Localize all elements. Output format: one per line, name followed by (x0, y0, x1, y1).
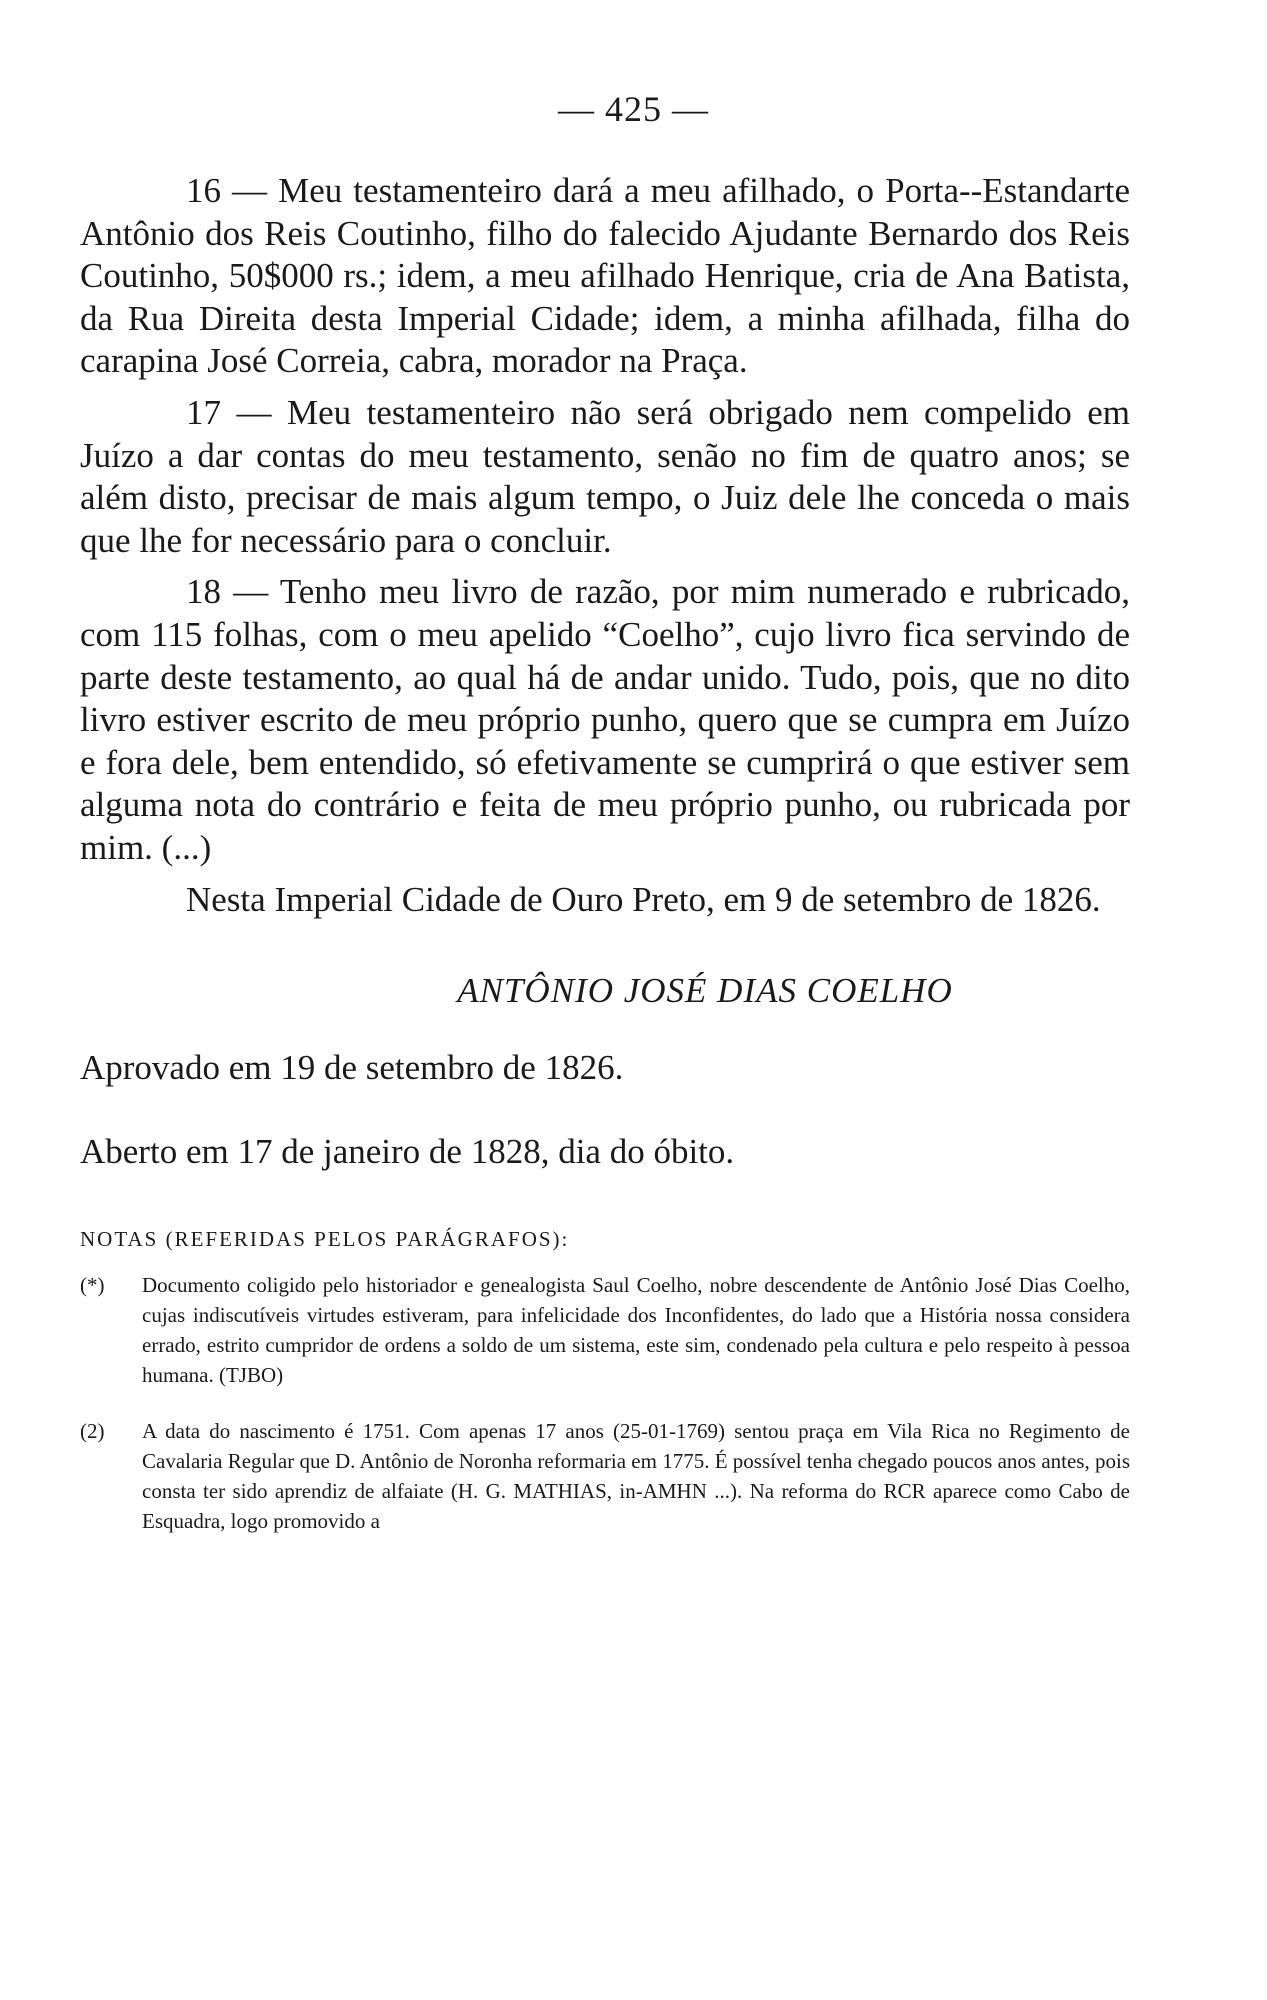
footnote (80, 1270, 1130, 1390)
footnote-text: A data do nascimento é 1751. Com apenas 17 anos (25-01-1769) sentou praça em Vila Rica no Regimento de Cavalaria Regular que D. Antônio de Noronha reformaria em 1775. É possível tenha chegado poucos anos antes, pois consta ter sido aprendiz de alfaiate (H. G. MATHIAS, in-AMHN ...). Na reforma do RCR aparece como Cabo de Esquadra, logo promovido a (142, 1419, 1130, 1534)
body-text (80, 170, 1130, 1536)
footnote-marker: (2) (80, 1419, 105, 1444)
footnote-marker: (*) (80, 1273, 105, 1298)
notes-heading: NOTAS (REFERIDAS PELOS PARÁGRAFOS): (80, 1227, 570, 1252)
paragraph-18: 18 — Tenho meu livro de razão, por mim numerado e rubricado, com 115 folhas, com o meu apelido “Coelho”, cujo livro fica servindo de parte deste testamento, ao qual há de andar unido. Tudo, pois, que no dito livro estiver escrito de meu próprio punho, quero que se cumpra em Juízo e fora dele, bem entendido, só efetivamente se cumprirá o que estiver sem alguma nota do contrário e feita de meu próprio punho, ou rubricada por mim. (...) (80, 572, 1130, 867)
place-date: Nesta Imperial Cidade de Ouro Preto, em 9 de setembro de 1826. (186, 879, 1101, 919)
opening-line: Aberto em 17 de janeiro de 1828, dia do óbito. (80, 1132, 735, 1172)
paragraph-16: 16 — Meu testamenteiro dará a meu afilhado, o Porta--Estandarte Antônio dos Reis Coutinho, filho do falecido Ajudante Bernardo dos Reis Coutinho, 50$000 rs.; idem, a meu afilhado Henrique, cria de Ana Batista, da Rua Direita desta Imperial Cidade; idem, a minha afilhada, filha do carapina José Correia, cabra, morador na Praça. (80, 171, 1130, 381)
signature: ANTÔNIO JOSÉ DIAS COELHO (457, 971, 953, 1011)
footnote-text: Documento coligido pelo historiador e genealogista Saul Coelho, nobre descendente de Antônio José Dias Coelho, cujas indiscutíveis virtudes estiveram, para infelicidade dos Inconfidentes, do lado que a História nossa considera errado, estrito cumpridor de ordens a soldo de um sistema, este sim, condenado pela cultura e pelo respeito à pessoa humana. (TJBO) (142, 1273, 1130, 1388)
paragraph-17: 17 — Meu testamenteiro não será obrigado nem compelido em Juízo a dar contas do meu testamento, senão no fim de quatro anos; se além disto, precisar de mais algum tempo, o Juiz dele lhe conceda o mais que lhe for necessário para o concluir. (80, 392, 1130, 560)
page-number: — 425 — (558, 89, 709, 129)
approval-line: Aprovado em 19 de setembro de 1826. (80, 1048, 624, 1088)
footnote (80, 1416, 1130, 1536)
